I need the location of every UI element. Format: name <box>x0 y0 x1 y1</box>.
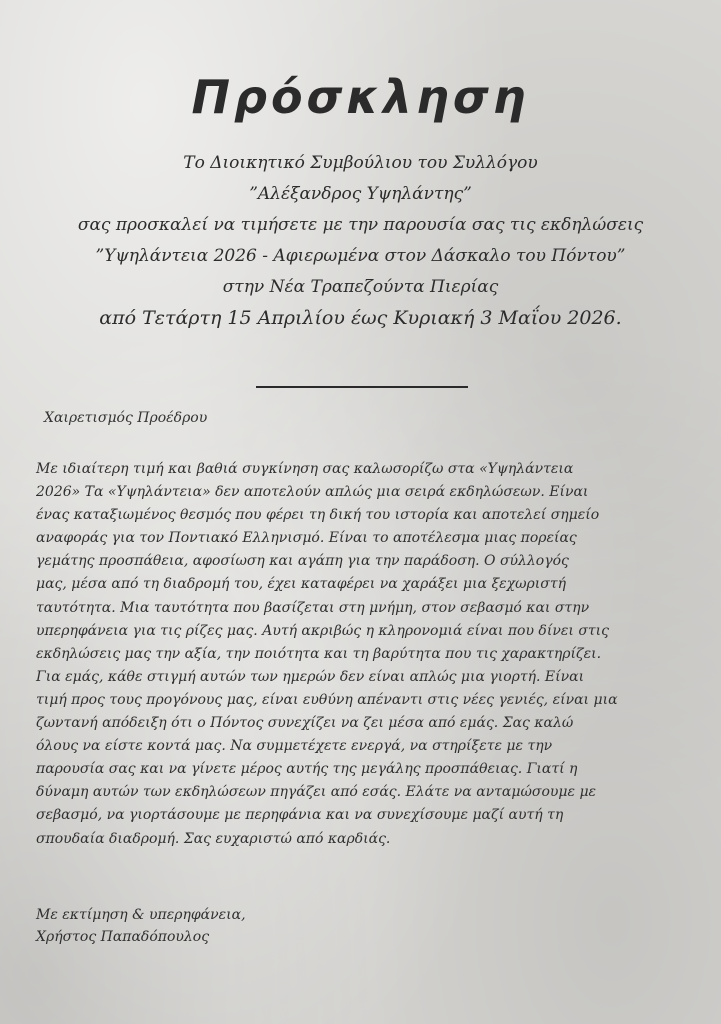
body-line: υπερηφάνεια για τις ρίζες μας. Αυτή ακριβώς η κληρονομιά είναι που δίνει στις <box>36 622 609 639</box>
signature-block <box>36 904 246 948</box>
president-message <box>36 458 696 851</box>
body-line: σπουδαία διαδρομή. Σας ευχαριστώ από καρδιάς. <box>36 830 391 847</box>
header-line-board: Το Διοικητικό Συμβούλιου του Συλλόγου <box>183 153 538 173</box>
body-line: ζωντανή απόδειξη ότι ο Πόντος συνεχίζει να ζει μέσα από εμάς. Σας καλώ <box>36 715 574 732</box>
header-line-event-name: ”Υψηλάντεια 2026 - Αφιερωμένα στον Δάσκαλο του Πόντου” <box>95 246 626 266</box>
invitation-header <box>0 148 721 334</box>
section-divider <box>256 386 468 388</box>
body-line: Για εμάς, κάθε στιγμή αυτών των ημερών δεν είναι απλώς μια γιορτή. Είναι <box>36 668 585 685</box>
body-line: παρουσία σας και να γίνετε μέρος αυτής της μεγάλης προσπάθειας. Γιατί η <box>36 761 578 778</box>
body-line: αναφοράς για τον Ποντιακό Ελληνισμό. Είναι το αποτέλεσμα μιας πορείας <box>36 530 577 547</box>
body-line: σεβασμό, να γιορτάσουμε με περηφάνια και να συνεχίσουμε μαζί αυτή τη <box>36 807 564 824</box>
header-line-location: στην Νέα Τραπεζούντα Πιερίας <box>222 277 499 297</box>
greeting-heading: Χαιρετισμός Προέδρου <box>44 410 208 426</box>
body-line: Με ιδιαίτερη τιμή και βαθιά συγκίνηση σας καλωσορίζω στα «Υψηλάντεια <box>36 461 574 477</box>
body-line: τιμή προς τους προγόνους μας, είναι ευθύνη απέναντι στις νέες γενιές, είναι μια <box>36 691 618 708</box>
body-line: ταυτότητα. Μια ταυτότητα που βασίζεται στη μνήμη, στον σεβασμό και στην <box>36 599 590 616</box>
body-line: όλους να είστε κοντά μας. Να συμμετέχετε ενεργά, να στηρίξετε με την <box>36 738 553 755</box>
header-line-association-name: ”Αλέξανδρος Υψηλάντης” <box>249 184 472 204</box>
body-line: εκδηλώσεις μας την αξία, την ποιότητα και τη βαρύτητα που τις χαρακτηρίζει. <box>36 645 602 662</box>
body-line: δύναμη αυτών των εκδηλώσεων πηγάζει από εσάς. Ελάτε να ανταμώσουμε με <box>36 784 597 801</box>
body-line: ένας καταξιωμένος θεσμός που φέρει τη δική του ιστορία και αποτελεί σημείο <box>36 507 600 524</box>
body-line: μας, μέσα από τη διαδρομή του, έχει καταφέρει να χαράξει μια ξεχωριστή <box>36 576 566 593</box>
header-line-dates: από Τετάρτη 15 Απριλίου έως Κυριακή 3 Μαΐου 2026. <box>99 307 622 329</box>
page-title: Πρόσκληση <box>191 70 530 124</box>
signature-name: Χρήστος Παπαδόπουλος <box>36 929 210 945</box>
body-line: 2026» Τα «Υψηλάντεια» δεν αποτελούν απλώς μια σειρά εκδηλώσεων. Είναι <box>36 484 589 501</box>
header-line-invitation: σας προσκαλεί να τιμήσετε με την παρουσία σας τις εκδηλώσεις <box>77 215 644 235</box>
signature-closing: Με εκτίμηση & υπερηφάνεια, <box>36 907 246 923</box>
body-line: γεμάτης προσπάθεια, αφοσίωση και αγάπη για την παράδοση. Ο σύλλογός <box>36 553 569 570</box>
